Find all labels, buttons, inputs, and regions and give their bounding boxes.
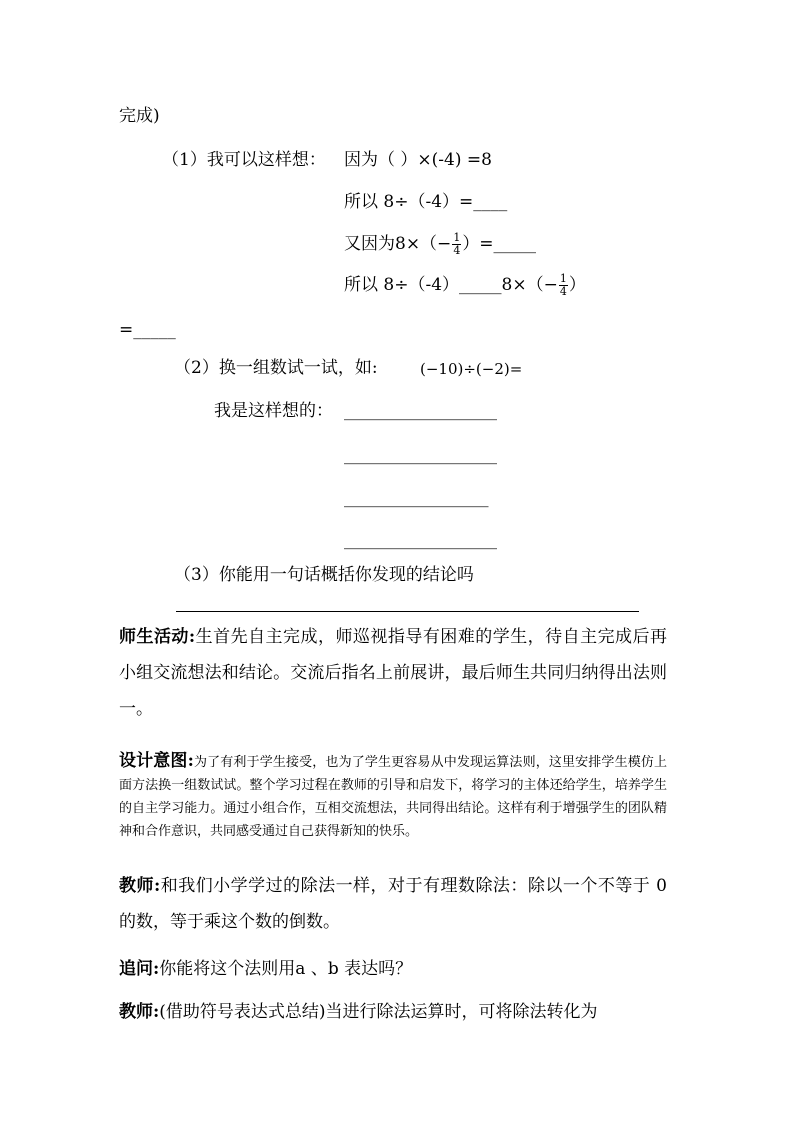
activity-label: 师生活动: [119, 627, 196, 647]
item1-so-compare-text: 所以 8÷（-4）_____8×（− [344, 275, 558, 295]
question-text: 你能将这个法则用a 、b 表达吗？ [159, 959, 413, 979]
item3-prompt: （3）你能用一句话概括你发现的结论吗 [174, 565, 474, 585]
answer-blank[interactable]: __________________ [344, 445, 497, 465]
teacher-label: 教师: [119, 876, 161, 896]
fraction-one-quarter [559, 273, 568, 298]
item1-so: 所以 8÷（-4）=____ [344, 192, 508, 212]
item2-think-label: 我是这样想的： [214, 401, 333, 421]
design-paragraph [119, 750, 667, 843]
answer-blank[interactable]: _________________ [344, 488, 489, 508]
teacher-summary-paragraph [119, 994, 667, 1030]
fraction-numerator: 1 [559, 272, 567, 285]
item1-so-compare-end: ） [568, 275, 586, 295]
fraction-numerator: 1 [453, 231, 461, 244]
item1-result-blank: =_____ [119, 320, 176, 340]
item1-because: 因为（ ）×(-4) =8 [344, 150, 492, 170]
teacher-summary-label: 教师: [119, 1002, 160, 1022]
activity-paragraph [119, 619, 667, 727]
answer-blank[interactable]: __________________ [344, 530, 497, 550]
fraction-denominator: 4 [453, 244, 461, 257]
item2-expression: (−10)÷(−2)= [420, 360, 523, 378]
activity-text: 生首先自主完成，师巡视指导有困难的学生，待自主完成后再小组交流想法和结论。交流后指名上前展讲，最后师生共同归纳得出法则一。 [119, 627, 668, 719]
question-label: 追问: [119, 959, 160, 979]
question-paragraph [119, 951, 667, 987]
teacher-paragraph [119, 868, 667, 940]
item1-so-compare [344, 273, 586, 298]
item1-also-because-text: 又因为8×（− [344, 234, 452, 254]
fraction-one-quarter [452, 232, 461, 257]
item1-also-because-end: ）=_____ [462, 234, 537, 254]
answer-line[interactable] [176, 611, 639, 612]
item2-prompt: （2）换一组数试一试，如: [174, 358, 378, 378]
item1-also-because [344, 232, 536, 257]
continued-text: 完成) [119, 106, 160, 126]
design-text: 为了有利于学生接受，也为了学生更容易从中发现运算法则，这里安排学生模仿上面方法换一组数试试。整个学习过程在教师的引导和启发下，将学习的主体还给学生，培养学生的自主学习能力。通过小组合作，互相交流想法，共同得出结论。这样有利于增强学生的团队精神和合作意识，共同感受通过自己获得新知的快乐。 [119, 755, 667, 839]
fraction-denominator: 4 [559, 285, 567, 298]
item1-prefix: （1）我可以这样想： [162, 150, 326, 170]
answer-blank[interactable]: __________________ [344, 401, 497, 421]
teacher-text: 和我们小学学过的除法一样，对于有理数除法：除以一个不等于 0 的数，等于乘这个数的倒数。 [119, 876, 667, 932]
design-label: 设计意图: [119, 751, 194, 771]
teacher-summary-text: (借助符号表达式总结)当进行除法运算时，可将除法转化为 [159, 1002, 598, 1022]
